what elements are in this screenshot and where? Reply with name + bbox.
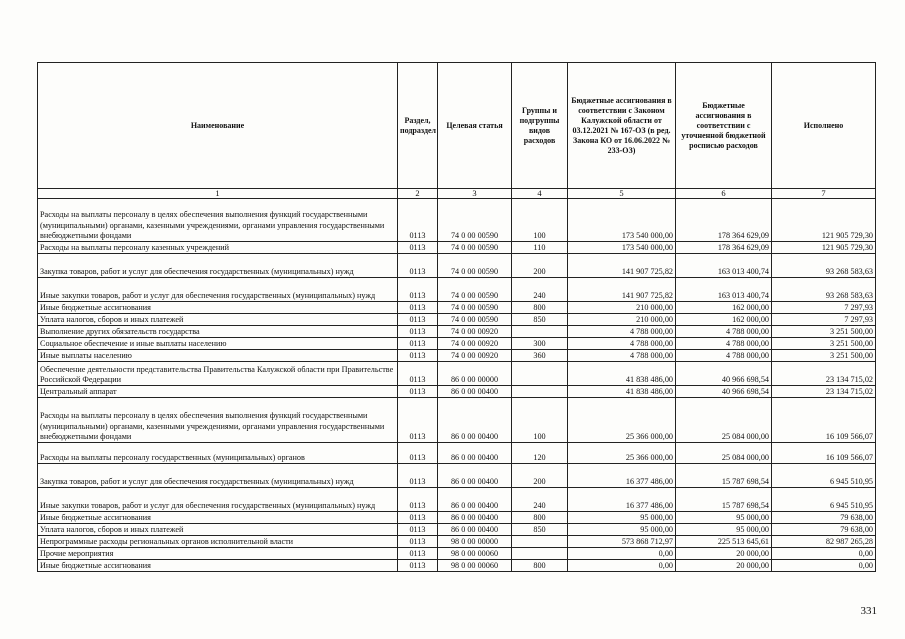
row-budget-amount: 16 377 486,00 bbox=[568, 464, 676, 488]
row-expense-group: 200 bbox=[512, 464, 568, 488]
row-name: Уплата налогов, сборов и иных платежей bbox=[38, 314, 398, 326]
row-budget-amount: 173 540 000,00 bbox=[568, 242, 676, 254]
row-revised-amount: 25 084 000,00 bbox=[676, 398, 772, 443]
row-budget-amount: 41 838 486,00 bbox=[568, 362, 676, 386]
row-section: 0113 bbox=[398, 326, 438, 338]
row-revised-amount: 95 000,00 bbox=[676, 524, 772, 536]
column-number: 7 bbox=[772, 189, 876, 199]
row-revised-amount: 163 013 400,74 bbox=[676, 278, 772, 302]
row-section: 0113 bbox=[398, 302, 438, 314]
row-revised-amount: 40 966 698,54 bbox=[676, 386, 772, 398]
row-expense-group: 850 bbox=[512, 314, 568, 326]
row-revised-amount: 162 000,00 bbox=[676, 314, 772, 326]
row-expense-group: 100 bbox=[512, 199, 568, 242]
row-name: Расходы на выплаты персоналу государственных (муниципальных) органов bbox=[38, 443, 398, 464]
row-revised-amount: 163 013 400,74 bbox=[676, 254, 772, 278]
row-budget-amount: 141 907 725,82 bbox=[568, 278, 676, 302]
header-revised: Бюджетные ассигнования в соответствии с уточненной бюджетной росписью расходов bbox=[676, 63, 772, 189]
row-revised-amount: 4 788 000,00 bbox=[676, 338, 772, 350]
row-expense-group: 240 bbox=[512, 488, 568, 512]
row-name: Закупка товаров, работ и услуг для обеспечения государственных (муниципальных) нужд bbox=[38, 464, 398, 488]
row-target-article: 86 0 00 00400 bbox=[438, 524, 512, 536]
row-name: Непрограммные расходы региональных органов исполнительной власти bbox=[38, 536, 398, 548]
row-section: 0113 bbox=[398, 536, 438, 548]
row-executed-amount: 6 945 510,95 bbox=[772, 488, 876, 512]
table-row bbox=[38, 278, 876, 302]
row-revised-amount: 20 000,00 bbox=[676, 560, 772, 572]
row-target-article: 86 0 00 00400 bbox=[438, 386, 512, 398]
row-section: 0113 bbox=[398, 443, 438, 464]
row-section: 0113 bbox=[398, 314, 438, 326]
table-row bbox=[38, 254, 876, 278]
header-target: Целевая статья bbox=[438, 63, 512, 189]
column-number: 2 bbox=[398, 189, 438, 199]
table-row bbox=[38, 524, 876, 536]
row-target-article: 74 0 00 00590 bbox=[438, 254, 512, 278]
row-name: Закупка товаров, работ и услуг для обеспечения государственных (муниципальных) нужд bbox=[38, 254, 398, 278]
table-row bbox=[38, 464, 876, 488]
row-expense-group bbox=[512, 536, 568, 548]
row-expense-group: 300 bbox=[512, 338, 568, 350]
row-name: Иные бюджетные ассигнования bbox=[38, 302, 398, 314]
row-budget-amount: 4 788 000,00 bbox=[568, 338, 676, 350]
row-executed-amount: 16 109 566,07 bbox=[772, 443, 876, 464]
row-budget-amount: 210 000,00 bbox=[568, 302, 676, 314]
row-executed-amount: 93 268 583,63 bbox=[772, 278, 876, 302]
row-budget-amount: 0,00 bbox=[568, 560, 676, 572]
row-executed-amount: 79 638,00 bbox=[772, 512, 876, 524]
row-target-article: 74 0 00 00590 bbox=[438, 302, 512, 314]
row-name: Иные закупки товаров, работ и услуг для обеспечения государственных (муниципальных) нужд bbox=[38, 488, 398, 512]
row-name: Обеспечение деятельности представительства Правительства Калужской области при Правительстве Российской Федерации bbox=[38, 362, 398, 386]
row-expense-group bbox=[512, 362, 568, 386]
row-executed-amount: 3 251 500,00 bbox=[772, 326, 876, 338]
row-budget-amount: 0,00 bbox=[568, 548, 676, 560]
row-target-article: 86 0 00 00400 bbox=[438, 398, 512, 443]
row-target-article: 86 0 00 00000 bbox=[438, 362, 512, 386]
table-row bbox=[38, 443, 876, 464]
page-number: 331 bbox=[860, 605, 877, 617]
table-row bbox=[38, 199, 876, 242]
column-number: 4 bbox=[512, 189, 568, 199]
row-revised-amount: 20 000,00 bbox=[676, 548, 772, 560]
row-target-article: 86 0 00 00400 bbox=[438, 512, 512, 524]
table-row bbox=[38, 362, 876, 386]
row-section: 0113 bbox=[398, 560, 438, 572]
row-section: 0113 bbox=[398, 464, 438, 488]
row-section: 0113 bbox=[398, 338, 438, 350]
row-revised-amount: 4 788 000,00 bbox=[676, 326, 772, 338]
row-expense-group: 100 bbox=[512, 398, 568, 443]
row-section: 0113 bbox=[398, 242, 438, 254]
row-revised-amount: 178 364 629,09 bbox=[676, 242, 772, 254]
row-name: Расходы на выплаты персоналу в целях обеспечения выполнения функций государственными (муниципальными) органами, казенными учреждениями, органами управления государственными внебюджетными фондами bbox=[38, 398, 398, 443]
row-executed-amount: 93 268 583,63 bbox=[772, 254, 876, 278]
row-revised-amount: 178 364 629,09 bbox=[676, 199, 772, 242]
row-budget-amount: 95 000,00 bbox=[568, 524, 676, 536]
row-executed-amount: 7 297,93 bbox=[772, 302, 876, 314]
table-row bbox=[38, 350, 876, 362]
row-target-article: 74 0 00 00920 bbox=[438, 350, 512, 362]
row-name: Расходы на выплаты персоналу казенных учреждений bbox=[38, 242, 398, 254]
row-executed-amount: 3 251 500,00 bbox=[772, 338, 876, 350]
row-target-article: 74 0 00 00590 bbox=[438, 278, 512, 302]
row-name: Выполнение других обязательств государства bbox=[38, 326, 398, 338]
column-number: 5 bbox=[568, 189, 676, 199]
row-name: Центральный аппарат bbox=[38, 386, 398, 398]
header-executed: Исполнено bbox=[772, 63, 876, 189]
row-budget-amount: 4 788 000,00 bbox=[568, 326, 676, 338]
row-target-article: 74 0 00 00920 bbox=[438, 338, 512, 350]
row-expense-group: 800 bbox=[512, 302, 568, 314]
row-executed-amount: 23 134 715,02 bbox=[772, 362, 876, 386]
table-row bbox=[38, 302, 876, 314]
table-row bbox=[38, 242, 876, 254]
table-row bbox=[38, 548, 876, 560]
row-budget-amount: 95 000,00 bbox=[568, 512, 676, 524]
row-name: Иные бюджетные ассигнования bbox=[38, 512, 398, 524]
row-section: 0113 bbox=[398, 398, 438, 443]
row-revised-amount: 95 000,00 bbox=[676, 512, 772, 524]
row-target-article: 86 0 00 00400 bbox=[438, 443, 512, 464]
table-row bbox=[38, 326, 876, 338]
row-revised-amount: 162 000,00 bbox=[676, 302, 772, 314]
row-expense-group: 110 bbox=[512, 242, 568, 254]
row-section: 0113 bbox=[398, 524, 438, 536]
row-target-article: 86 0 00 00400 bbox=[438, 488, 512, 512]
row-executed-amount: 3 251 500,00 bbox=[772, 350, 876, 362]
column-number-row bbox=[38, 189, 876, 199]
table-row bbox=[38, 386, 876, 398]
column-number: 1 bbox=[38, 189, 398, 199]
row-section: 0113 bbox=[398, 488, 438, 512]
row-section: 0113 bbox=[398, 278, 438, 302]
row-revised-amount: 4 788 000,00 bbox=[676, 350, 772, 362]
row-budget-amount: 41 838 486,00 bbox=[568, 386, 676, 398]
row-expense-group: 360 bbox=[512, 350, 568, 362]
row-name: Социальное обеспечение и иные выплаты населению bbox=[38, 338, 398, 350]
row-budget-amount: 4 788 000,00 bbox=[568, 350, 676, 362]
row-name: Уплата налогов, сборов и иных платежей bbox=[38, 524, 398, 536]
row-section: 0113 bbox=[398, 548, 438, 560]
row-executed-amount: 0,00 bbox=[772, 560, 876, 572]
row-section: 0113 bbox=[398, 512, 438, 524]
budget-table-sheet bbox=[37, 62, 875, 572]
row-expense-group bbox=[512, 326, 568, 338]
row-name: Расходы на выплаты персоналу в целях обеспечения выполнения функций государственными (муниципальными) органами, казенными учреждениями, органами управления государственными внебюджетными фондами bbox=[38, 199, 398, 242]
table-row bbox=[38, 338, 876, 350]
row-section: 0113 bbox=[398, 386, 438, 398]
row-target-article: 98 0 00 00000 bbox=[438, 536, 512, 548]
row-budget-amount: 573 868 712,97 bbox=[568, 536, 676, 548]
row-expense-group: 800 bbox=[512, 560, 568, 572]
row-revised-amount: 40 966 698,54 bbox=[676, 362, 772, 386]
row-budget-amount: 173 540 000,00 bbox=[568, 199, 676, 242]
row-expense-group bbox=[512, 548, 568, 560]
table-row bbox=[38, 536, 876, 548]
row-executed-amount: 121 905 729,30 bbox=[772, 199, 876, 242]
row-section: 0113 bbox=[398, 350, 438, 362]
row-budget-amount: 25 366 000,00 bbox=[568, 443, 676, 464]
column-number: 3 bbox=[438, 189, 512, 199]
row-revised-amount: 15 787 698,54 bbox=[676, 488, 772, 512]
row-expense-group: 120 bbox=[512, 443, 568, 464]
row-target-article: 86 0 00 00400 bbox=[438, 464, 512, 488]
row-target-article: 74 0 00 00590 bbox=[438, 199, 512, 242]
table-row bbox=[38, 560, 876, 572]
row-executed-amount: 82 987 265,28 bbox=[772, 536, 876, 548]
row-revised-amount: 25 084 000,00 bbox=[676, 443, 772, 464]
row-budget-amount: 141 907 725,82 bbox=[568, 254, 676, 278]
row-name: Иные бюджетные ассигнования bbox=[38, 560, 398, 572]
row-target-article: 74 0 00 00920 bbox=[438, 326, 512, 338]
table-row bbox=[38, 314, 876, 326]
row-expense-group bbox=[512, 386, 568, 398]
row-executed-amount: 23 134 715,02 bbox=[772, 386, 876, 398]
row-section: 0113 bbox=[398, 362, 438, 386]
row-section: 0113 bbox=[398, 254, 438, 278]
table-row bbox=[38, 488, 876, 512]
row-budget-amount: 210 000,00 bbox=[568, 314, 676, 326]
row-executed-amount: 16 109 566,07 bbox=[772, 398, 876, 443]
row-name: Прочие мероприятия bbox=[38, 548, 398, 560]
row-target-article: 74 0 00 00590 bbox=[438, 314, 512, 326]
row-revised-amount: 15 787 698,54 bbox=[676, 464, 772, 488]
header-row bbox=[38, 63, 876, 189]
row-name: Иные выплаты населению bbox=[38, 350, 398, 362]
row-executed-amount: 6 945 510,95 bbox=[772, 464, 876, 488]
row-expense-group: 850 bbox=[512, 524, 568, 536]
row-expense-group: 200 bbox=[512, 254, 568, 278]
row-expense-group: 240 bbox=[512, 278, 568, 302]
header-group: Группы и подгруппы видов расходов bbox=[512, 63, 568, 189]
row-executed-amount: 7 297,93 bbox=[772, 314, 876, 326]
header-section: Раздел, подраздел bbox=[398, 63, 438, 189]
row-section: 0113 bbox=[398, 199, 438, 242]
row-expense-group: 800 bbox=[512, 512, 568, 524]
row-executed-amount: 121 905 729,30 bbox=[772, 242, 876, 254]
row-revised-amount: 225 513 645,61 bbox=[676, 536, 772, 548]
row-executed-amount: 79 638,00 bbox=[772, 524, 876, 536]
row-executed-amount: 0,00 bbox=[772, 548, 876, 560]
header-budget: Бюджетные ассигнования в соответствии с Законом Калужской области от 03.12.2021 № 167-ОЗ (в ред. Закона КО от 16.06.2022 № 233-ОЗ) bbox=[568, 63, 676, 189]
row-target-article: 74 0 00 00590 bbox=[438, 242, 512, 254]
budget-table bbox=[37, 62, 876, 572]
row-target-article: 98 0 00 00060 bbox=[438, 560, 512, 572]
table-row bbox=[38, 512, 876, 524]
header-name: Наименование bbox=[38, 63, 398, 189]
row-target-article: 98 0 00 00060 bbox=[438, 548, 512, 560]
row-name: Иные закупки товаров, работ и услуг для обеспечения государственных (муниципальных) нужд bbox=[38, 278, 398, 302]
table-row bbox=[38, 398, 876, 443]
column-number: 6 bbox=[676, 189, 772, 199]
row-budget-amount: 25 366 000,00 bbox=[568, 398, 676, 443]
row-budget-amount: 16 377 486,00 bbox=[568, 488, 676, 512]
